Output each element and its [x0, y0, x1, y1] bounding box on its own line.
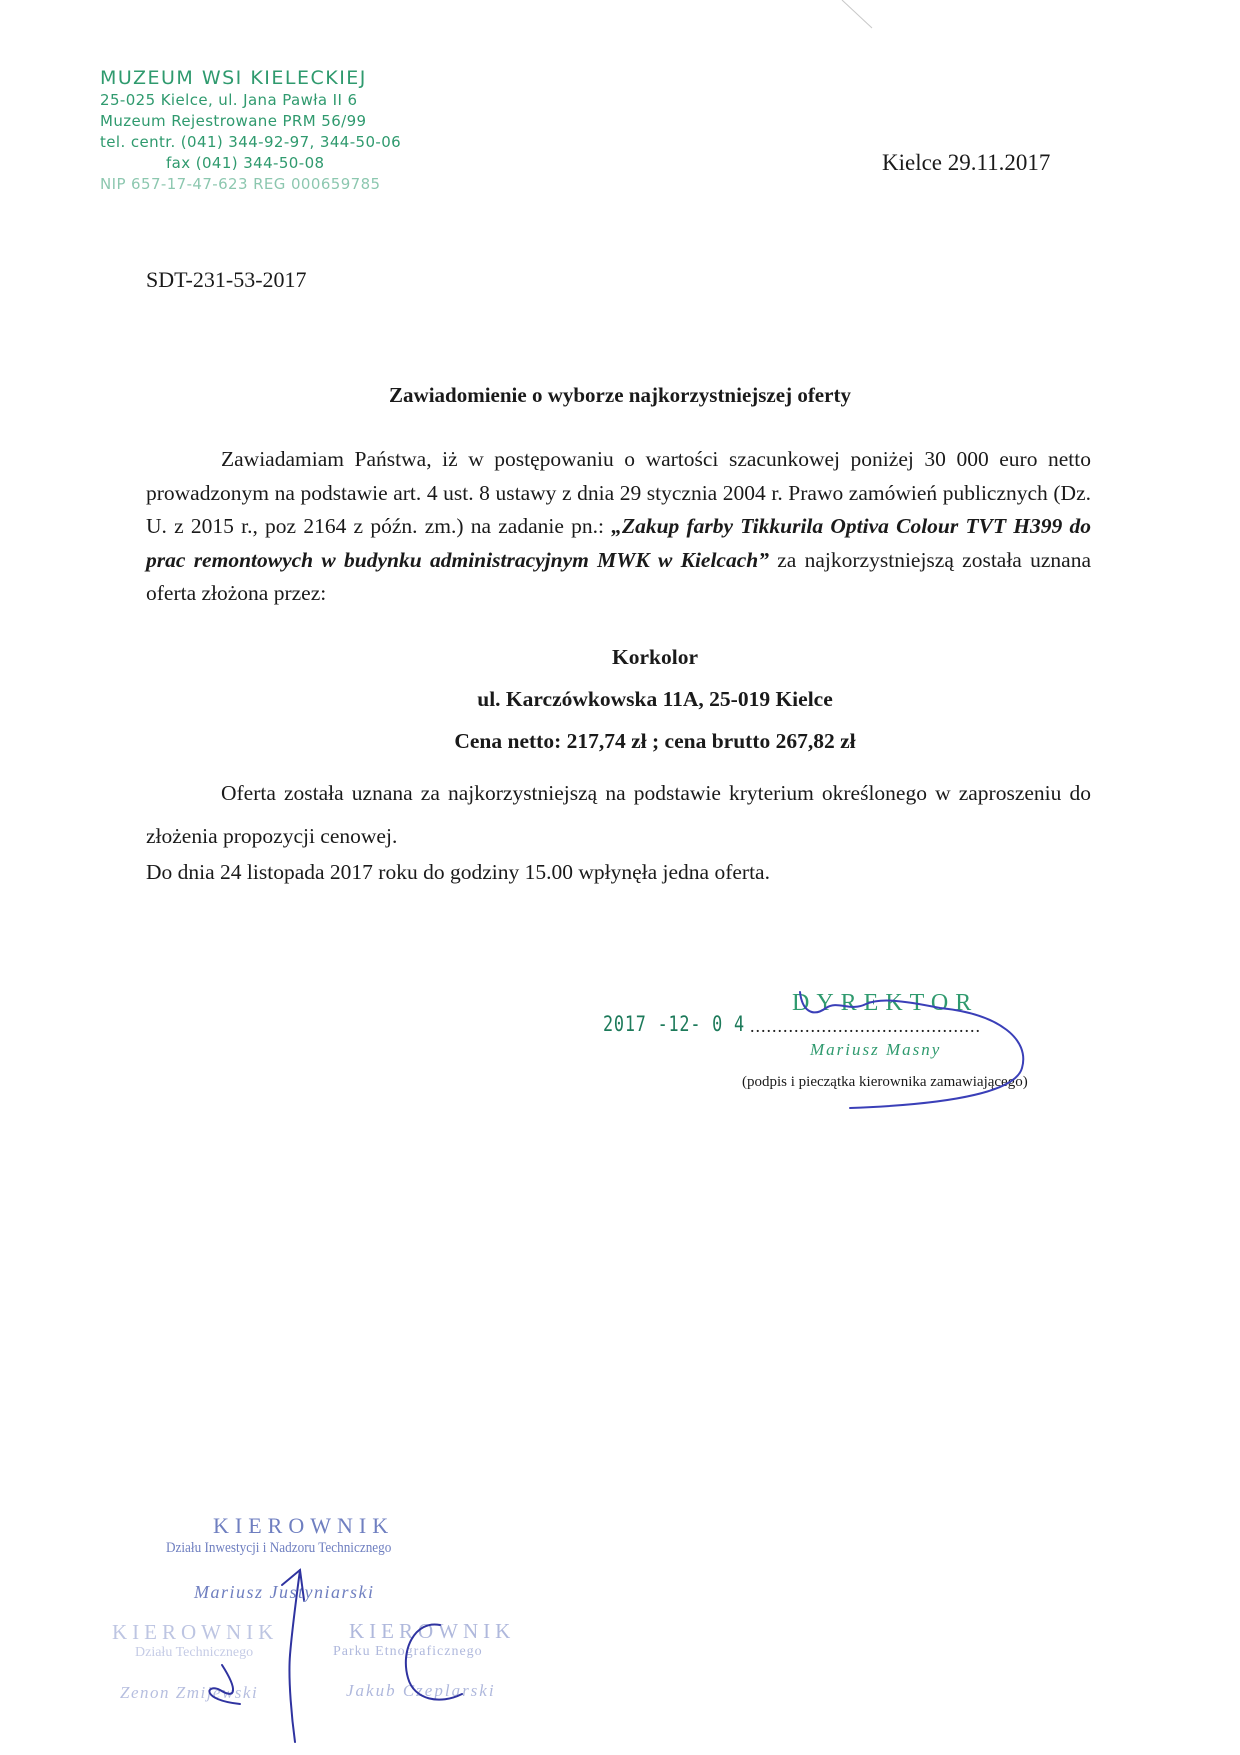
stamp-line-nip: NIP 657-17-47-623 REG 000659785 — [100, 175, 381, 193]
manager-stamp-1-name: Mariusz Justyniarski — [194, 1582, 375, 1602]
body-paragraph — [146, 443, 1091, 611]
body-text-intro: Zawiadamiam Państwa, iż w postępowaniu o wartości szacunkowej poniżej 30 000 euro netto prowadzonym na podstawie art. 4 ust. 8 ustawy z dnia 29 stycznia 2004 r. Prawo zamówień publicznych (Dz. U. z 2015 r., poz 2164 z późn. zm.) na zadanie pn.: — [146, 447, 1091, 538]
manager-stamp-1-title: KIEROWNIK — [213, 1513, 395, 1538]
selection-basis-text: Oferta została uznana za najkorzystniejszą na podstawie kryterium określonego w zaproszeniu do złożenia propozycji cenowej. — [146, 781, 1091, 848]
offers-count-text: Do dnia 24 listopada 2017 roku do godziny 15.00 wpłynęła jedna oferta. — [146, 860, 770, 884]
signature-caption: (podpis i pieczątka kierownika zamawiającego) — [742, 1074, 1028, 1090]
received-date-stamp: 2017 -12- 0 4 — [603, 1012, 745, 1036]
stamp-line-address: 25-025 Kielce, ul. Jana Pawła II 6 — [100, 91, 358, 109]
signature-line: .......................................... — [750, 1016, 981, 1036]
document-title: Zawiadomienie o wyborze najkorzystniejszej oferty — [389, 383, 851, 407]
stamp-line-phone: tel. centr. (041) 344-92-97, 344-50-06 — [100, 133, 402, 151]
manager-stamp-3-title: KIEROWNIK — [349, 1619, 516, 1643]
manager-stamp-3-subtitle: Parku Etnograficznego — [333, 1644, 483, 1659]
winner-price: Cena netto: 217,74 zł ; cena brutto 267,82 zł — [454, 729, 856, 753]
paper-crease-mark — [842, 0, 872, 28]
reference-number: SDT-231-53-2017 — [146, 267, 307, 292]
stamp-line-museum-name: MUZEUM WSI KIELECKIEJ — [100, 67, 367, 89]
museum-header-stamp — [100, 66, 401, 195]
winner-address: ul. Karczówkowska 11A, 25-019 Kielce — [477, 687, 833, 711]
manager-stamp-2-title: KIEROWNIK — [112, 1620, 279, 1644]
director-stamp-name: Mariusz Masny — [810, 1040, 942, 1059]
stamp-line-fax: fax (041) 344-50-08 — [166, 154, 325, 172]
manager-stamp-2-name: Zenon Zmijewski — [120, 1683, 259, 1702]
manager-stamp-1-subtitle: Działu Inwestycji i Nadzoru Technicznego — [166, 1540, 392, 1556]
manager-stamp-3-name: Jakub Czeplarski — [346, 1681, 496, 1700]
stamp-line-registration: Muzeum Rejestrowane PRM 56/99 — [100, 112, 367, 130]
body-text-outro: za najkorzystniejszą została uznana oferta złożona przez: — [146, 547, 1092, 605]
manager-stamp-2-subtitle: Działu Technicznego — [135, 1645, 254, 1660]
letter-date: Kielce 29.11.2017 — [882, 150, 1051, 175]
director-stamp-title: DYREKTOR — [792, 990, 979, 1016]
selection-basis-paragraph — [146, 772, 1091, 858]
winner-name: Korkolor — [612, 645, 698, 669]
task-name: „Zakup farby Tikkurila Optiva Colour TVT H399 do prac remontowych w budynku administracyjnym MWK w Kielcach” — [146, 514, 1091, 572]
